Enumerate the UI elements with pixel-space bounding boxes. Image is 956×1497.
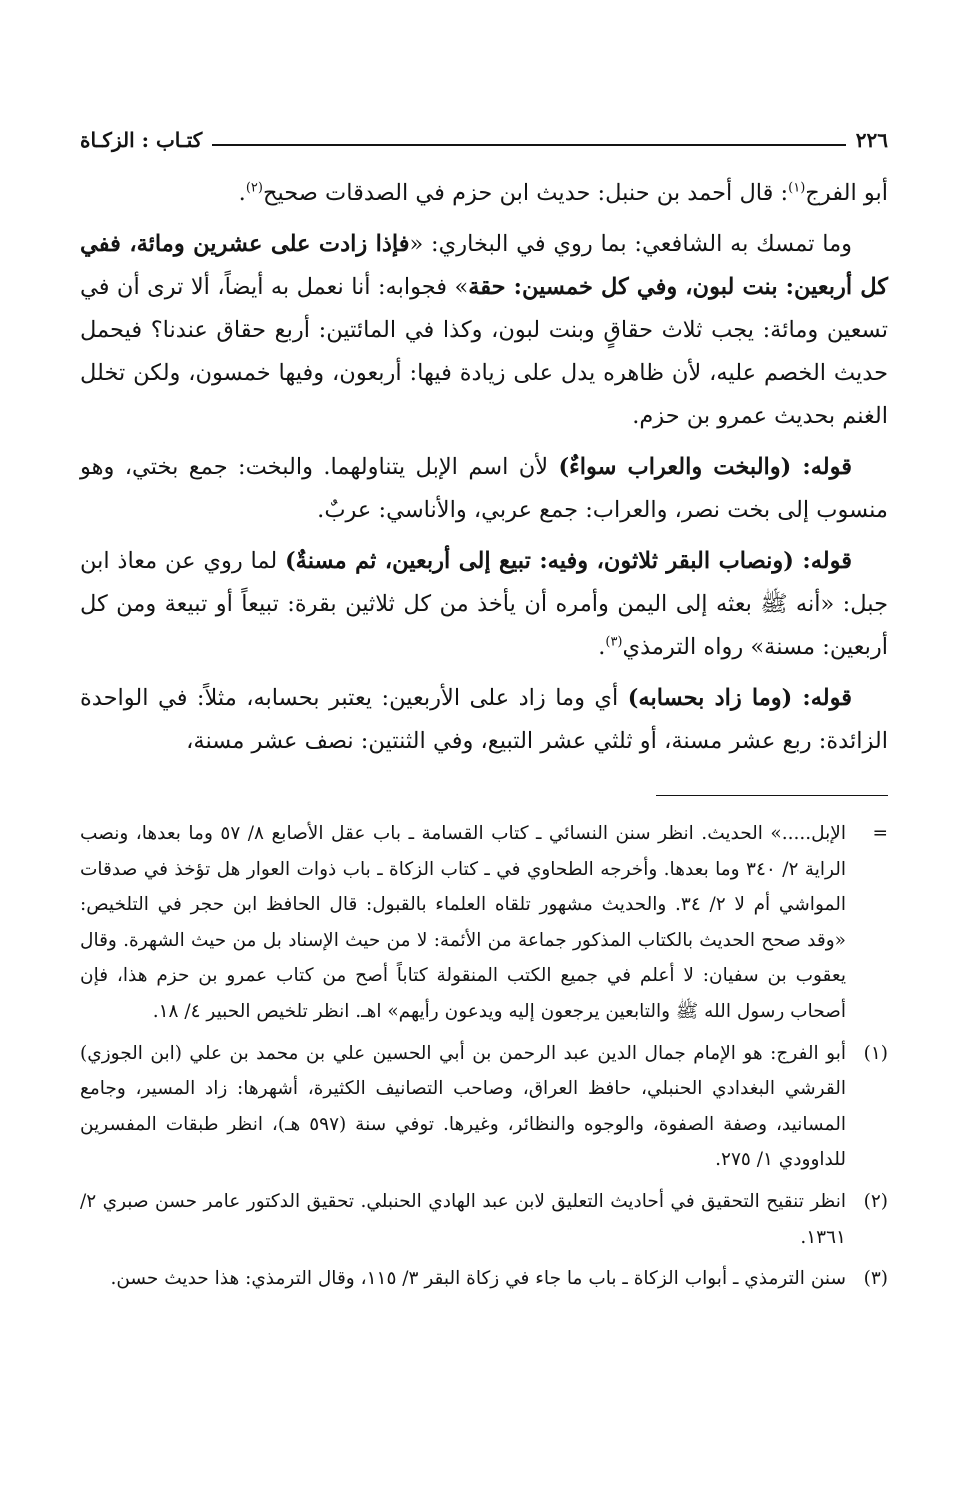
footnote-ref: (١) (788, 180, 806, 196)
footnote-ref: (٢) (245, 180, 263, 196)
footnotes (80, 816, 888, 1297)
footnote-marker: (٢) (863, 1190, 888, 1212)
footnote (80, 1184, 888, 1255)
paragraph (80, 172, 888, 215)
bold-text: قوله: (والبخت والعراب سواءٌ) (558, 454, 852, 480)
main-text (80, 172, 888, 763)
running-header (80, 118, 888, 152)
footnote-divider (656, 795, 888, 796)
text: . (238, 180, 246, 206)
header-rule (212, 144, 845, 146)
page-number: ٢٢٦ (855, 128, 888, 152)
chapter-title: كتـاب : الزكـاة (80, 128, 203, 152)
bold-text: قوله: (وما زاد بحسابه) (627, 685, 852, 711)
paragraph (80, 446, 888, 532)
footnote-text: أبو الفرج: هو الإمام جمال الدين عبد الرحمن بن أبي الحسين علي بن محمد بن علي (ابن الجوزي) القرشي البغدادي الحنبلي، حافظ العراق، وصاحب التصانيف الكثيرة، أشهرها: زاد المسير، وجامع المسانيد، وصفة الصفوة، والوجوه والنظائر، وغيرها. توفي سنة (٥٩٧ هـ)، انظر طبقات المفسرين للداوودي ١/ ٢٧٥. (80, 1042, 846, 1171)
footnote-marker: (١) (863, 1042, 888, 1064)
footnote (80, 1036, 888, 1178)
footnote-marker: = (872, 823, 888, 844)
footnote-text: انظر تنقيح التحقيق في أحاديث التعليق لابن عبد الهادي الحنبلي. تحقيق الدكتور عامر حسن صبري ٢/ ١٣٦١. (80, 1190, 846, 1248)
document-page (80, 118, 888, 1303)
text: أبو الفرج (805, 180, 888, 206)
text: لما روي عن معاذ ابن جبل: «أنه ﷺ بعثه إلى اليمن وأمره أن يأخذ من كل ثلاثين بقرة: تبيعاً أو تبيعة ومن كل أربعين: مسنة» رواه الترمذي (80, 548, 888, 660)
paragraph (80, 677, 888, 763)
text: . (598, 634, 606, 660)
footnote-text: الإبل.....» الحديث. انظر سنن النسائي ـ كتاب القسامة ـ باب عقل الأصابع ٨/ ٥٧ وما بعدها، ونصب الراية ٢/ ٣٤٠ وما بعدها. وأخرجه الطحاوي في ـ كتاب الزكاة ـ باب ذوات العوار هل تؤخذ في صدقات المواشي أم لا ٢/ ٣٤. والحديث مشهور تلقاه العلماء بالقبول: قال الحافظ ابن حجر في التلخيص: «وقد صحح الحديث بالكتاب المذكور جماعة من الأئمة: لا من حيث الإسناد بل من حيث الشهرة. وقال يعقوب بن سفيان: لا أعلم في جميع الكتب المنقولة كتاباً أصح من كتاب عمرو بن حزم هذا، فإن أصحاب رسول الله ﷺ والتابعين يرجعون إليه ويدعون رأيهم» اهـ. انظر تلخيص الحبير ٤/ ١٨. (80, 823, 846, 1022)
footnote (80, 1261, 888, 1297)
bold-text: قوله: (ونصاب البقر ثلاثون، وفيه: تبيع إلى أربعين، ثم مسنةٌ) (285, 548, 852, 574)
text: لأن اسم الإبل يتناولهما. والبخت: جمع بختي، وهو منسوب إلى بخت نصر، والعراب: جمع عربي، والأناسي: عربٌ. (80, 454, 888, 523)
text: أي وما زاد على الأربعين: يعتبر بحسابه، مثلاً: في الواحدة الزائدة: ربع عشر مسنة، أو ثلثي عشر التبيع، وفي الثنتين: نصف عشر مسنة، (80, 685, 888, 754)
paragraph (80, 223, 888, 438)
bold-text: فإذا زادت على عشرين ومائة، ففي كل أربعين: بنت لبون، وفي كل خمسين: حقة (80, 231, 888, 300)
paragraph (80, 540, 888, 669)
footnote-text: سنن الترمذي ـ أبواب الزكاة ـ باب ما جاء في زكاة البقر ٣/ ١١٥، وقال الترمذي: هذا حديث حسن. (110, 1268, 846, 1290)
text: وما تمسك به الشافعي: بما روي في البخاري: « (409, 231, 852, 257)
text: » فجوابه: أنا نعمل به أيضاً، ألا ترى أن في تسعين ومائة: يجب ثلاث حقاقٍ وبنت لبون، وكذا في المائتين: أربع حقاق عندنا؟ فيحمل حديث الخصم عليه، لأن ظاهره يدل على زيادة فيها: أربعون، وفيها خمسون، ولكن تخلل الغنم بحديث عمرو بن حزم. (80, 274, 888, 429)
footnote (80, 816, 888, 1030)
footnote-ref: (٣) (605, 634, 623, 650)
footnote-marker: (٣) (863, 1268, 888, 1290)
text: : قال أحمد بن حنبل: حديث ابن حزم في الصدقات صحيح (262, 180, 789, 206)
